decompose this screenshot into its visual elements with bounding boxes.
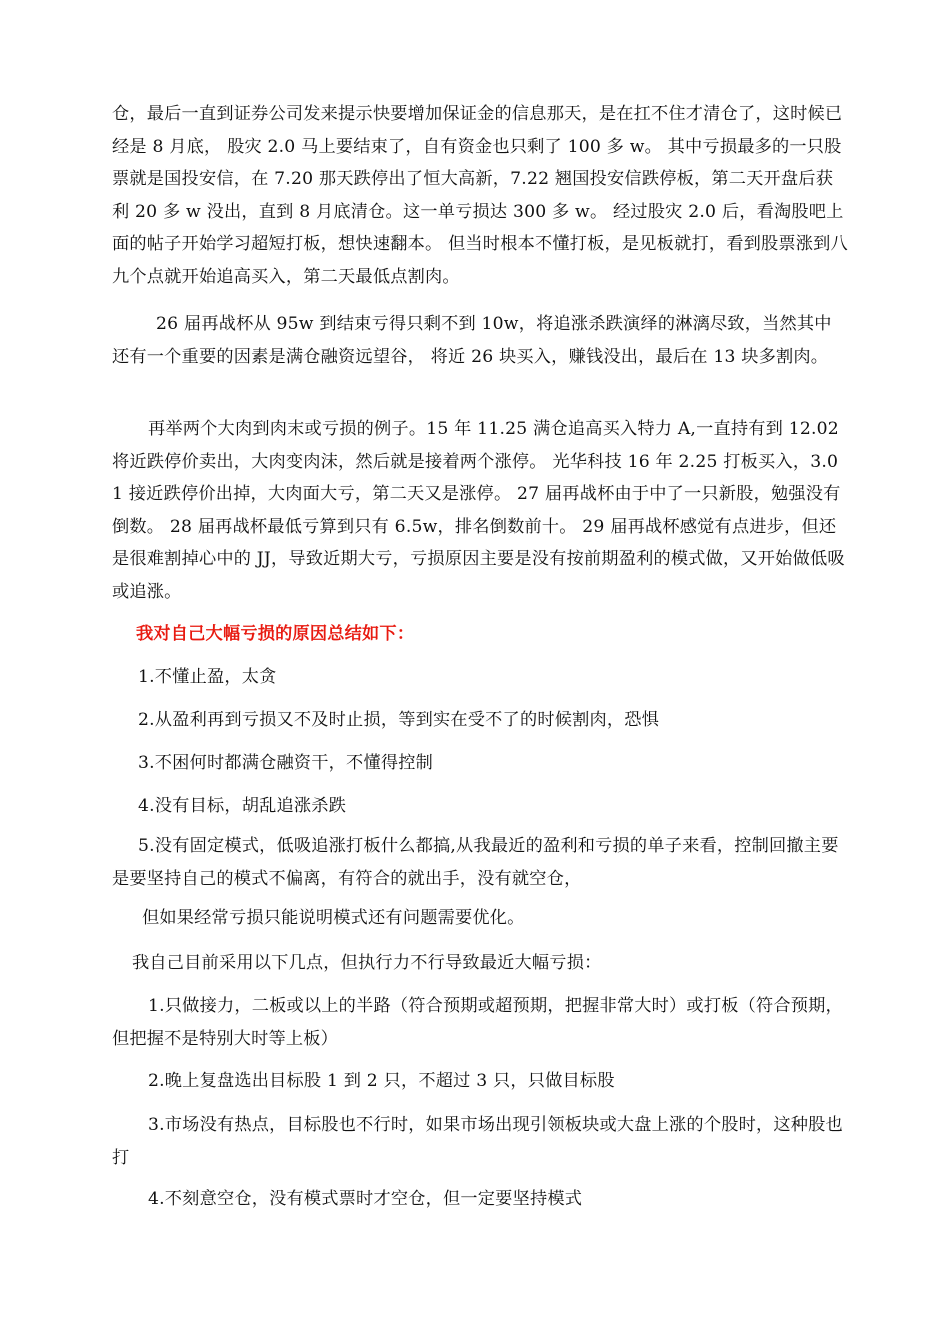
rule-item-2: 2.晚上复盘选出目标股 1 到 2 只，不超过 3 只，只做目标股 bbox=[148, 1071, 615, 1091]
paragraph-contest-26: 26 届再战杯从 95w 到结束亏得只剩不到 10w，将追涨杀跌演绎的淋漓尽致，当然其中还有一个重要的因素是满仓融资远望谷， 将近 26 块买入，赚钱没出，最后在 13 块多割肉。 bbox=[112, 314, 832, 367]
rules-intro: 我自己目前采用以下几点，但执行力不行导致最近大幅亏损： bbox=[132, 953, 602, 973]
rule-item-3: 3.市场没有热点，目标股也不行时，如果市场出现引领板块或大盘上涨的个股时，这种股也打 bbox=[112, 1115, 843, 1168]
optimization-note: 但如果经常亏损只能说明模式还有问题需要优化。 bbox=[142, 908, 525, 928]
rule-item-1: 1.只做接力，二板或以上的半路（符合预期或超预期，把握非常大时）或打板（符合预期，但把握不是特别大时等上板） bbox=[112, 996, 843, 1049]
reason-item-1: 1.不懂止盈，太贪 bbox=[138, 667, 277, 687]
reason-item-3: 3.不困何时都满仓融资干，不懂得控制 bbox=[138, 753, 434, 773]
paragraph-stock-disaster: 仓，最后一直到证券公司发来提示快要增加保证金的信息那天，是在扛不住才清仓了，这时候已经是 8 月底， 股灾 2.0 马上要结束了，自有资金也只剩了 100 多 w。 其中亏损最多的一只股票就是国投安信，在 7.20 那天跌停出了恒大高新，7.22 翘国投安信跌停板，第二天开盘后获利 20 多 w 没出，直到 8 月底清仓。这一单亏损达 300 多 w。 经过股灾 2.0 后，看淘股吧上面的帖子开始学习超短打板，想快速翻本。 但当时根本不懂打板，是见板就打，看到股票涨到八九个点就开始追高买入，第二天最低点割肉。 bbox=[112, 104, 848, 287]
reason-item-5: 5.没有固定模式，低吸追涨打板什么都搞,从我最近的盈利和亏损的单子来看，控制回撤主要是要坚持自己的模式不偏离，有符合的就出手，没有就空仓， bbox=[112, 836, 839, 889]
paragraph-examples: 再举两个大肉到肉末或亏损的例子。15 年 11.25 满仓追高买入特力 A,一直持有到 12.02 将近跌停价卖出，大肉变肉沫，然后就是接着两个涨停。 光华科技 16 年 2.25 打板买入，3.01 接近跌停价出掉，大肉面大亏，第二天又是涨停。 27 届再战杯由于中了一只新股，勉强没有倒数。 28 届再战杯最低亏算到只有 6.5w，排名倒数前十。 29 届再战杯感觉有点进步，但还是很难割掉心中的 JJ，导致近期大亏，亏损原因主要是没有按前期盈利的模式做，又开始做低吸或追涨。 bbox=[112, 419, 845, 602]
reason-item-4: 4.没有目标，胡乱追涨杀跌 bbox=[138, 796, 347, 816]
rule-item-4: 4.不刻意空仓，没有模式票时才空仓，但一定要坚持模式 bbox=[148, 1189, 583, 1209]
summary-heading: 我对自己大幅亏损的原因总结如下： bbox=[136, 624, 415, 644]
reason-item-2: 2.从盈利再到亏损又不及时止损，等到实在受不了的时候割肉，恐惧 bbox=[138, 710, 660, 730]
